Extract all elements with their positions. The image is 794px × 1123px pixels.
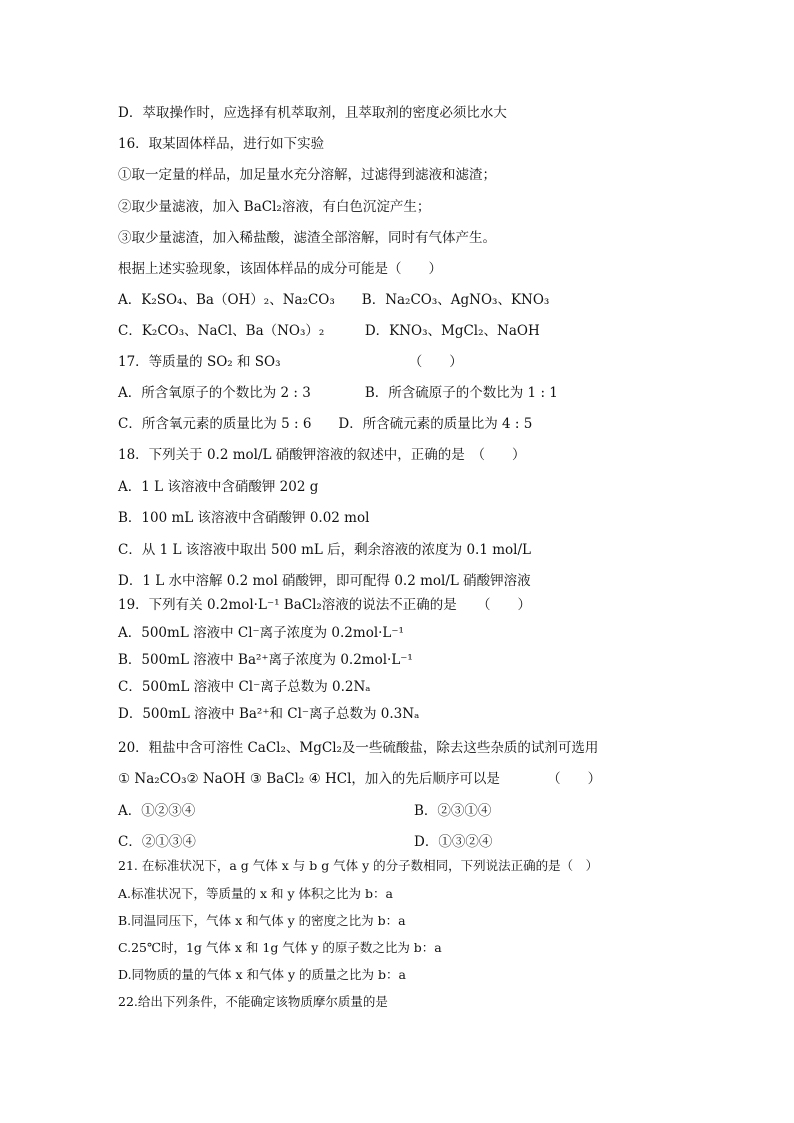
q16-options-ab: A．K₂SO₄、Ba（OH）₂、Na₂CO₃ B．Na₂CO₃、AgNO₃、KNO₃ <box>118 292 550 308</box>
q20-reagents: ① Na₂CO₃② NaOH ③ BaCl₂ ④ HCl，加入的先后顺序可以是 （ ） <box>118 771 602 787</box>
q16-question: 根据上述实验现象，该固体样品的成分可能是（ ） <box>118 261 442 277</box>
q19-option-d: D．500mL 溶液中 Ba²⁺和 Cl⁻离子总数为 0.3Nₐ <box>118 706 420 722</box>
q16-step-1: ①取一定量的样品，加足量水充分溶解，过滤得到滤液和滤渣； <box>118 167 496 183</box>
q18-option-d: D．1 L 水中溶解 0.2 mol 硝酸钾，即可配得 0.2 mol/L 硝酸钾溶液 <box>118 573 531 589</box>
q21-option-b: B.同温同压下，气体 x 和气体 y 的密度之比为 b：a <box>118 913 406 928</box>
q20-option-b: B．②③①④ <box>414 803 492 819</box>
q16-step-2: ②取少量滤液，加入 BaCl₂溶液，有白色沉淀产生； <box>118 199 431 215</box>
q21-stem: 21. 在标准状况下，a g 气体 x 与 b g 气体 y 的分子数相同，下列说法正确的是（ ） <box>118 858 599 873</box>
q20-stem: 20．粗盐中含可溶性 CaCl₂、MgCl₂及一些硫酸盐，除去这些杂质的试剂可选用 <box>118 740 599 756</box>
q18-option-c: C．从 1 L 该溶液中取出 500 mL 后，剩余溶液的浓度为 0.1 mol/L <box>118 542 531 558</box>
q17-stem: 17．等质量的 SO₂ 和 SO₃ （ ） <box>118 354 463 370</box>
q22-stem: 22.给出下列条件，不能确定该物质摩尔质量的是 <box>118 994 388 1009</box>
q16-options-cd: C．K₂CO₃、NaCl、Ba（NO₃）₂ D．KNO₃、MgCl₂、NaOH <box>118 323 540 339</box>
q17-options-ab: A．所含氧原子的个数比为 2 : 3 B．所含硫原子的个数比为 1 : 1 <box>118 385 558 401</box>
q16-stem: 16．取某固体样品，进行如下实验 <box>118 136 325 152</box>
q21-option-d: D.同物质的量的气体 x 和气体 y 的质量之比为 b：a <box>118 967 406 982</box>
q19-option-b: B．500mL 溶液中 Ba²⁺离子浓度为 0.2mol·L⁻¹ <box>118 652 413 668</box>
q20-option-c: C．②①③④ <box>118 834 196 850</box>
q19-option-c: C．500mL 溶液中 Cl⁻离子总数为 0.2Nₐ <box>118 679 371 695</box>
q20-option-d: D．①③②④ <box>414 834 493 850</box>
q20-option-a: A．①②③④ <box>118 803 196 819</box>
q18-option-b: B．100 mL 该溶液中含硝酸钾 0.02 mol <box>118 510 370 526</box>
q21-option-c: C.25℃时，1g 气体 x 和 1g 气体 y 的原子数之比为 b：a <box>118 940 442 955</box>
q18-option-a: A．1 L 该溶液中含硝酸钾 202 g <box>118 479 319 495</box>
q21-option-a: A.标准状况下，等质量的 x 和 y 体积之比为 b：a <box>118 886 393 901</box>
q15-option-d: D．萃取操作时，应选择有机萃取剂，且萃取剂的密度必须比水大 <box>118 105 507 121</box>
q18-stem: 18．下列关于 0.2 mol/L 硝酸钾溶液的叙述中，正确的是 （ ） <box>118 447 526 463</box>
q17-options-cd: C．所含氧元素的质量比为 5 : 6 D．所含硫元素的质量比为 4 : 5 <box>118 416 533 432</box>
q16-step-3: ③取少量滤渣，加入稀盐酸，滤渣全部溶解，同时有气体产生。 <box>118 230 496 246</box>
q19-option-a: A．500mL 溶液中 Cl⁻离子浓度为 0.2mol·L⁻¹ <box>118 625 404 641</box>
q19-stem: 19．下列有关 0.2mol·L⁻¹ BaCl₂溶液的说法不正确的是 （ ） <box>118 597 532 613</box>
